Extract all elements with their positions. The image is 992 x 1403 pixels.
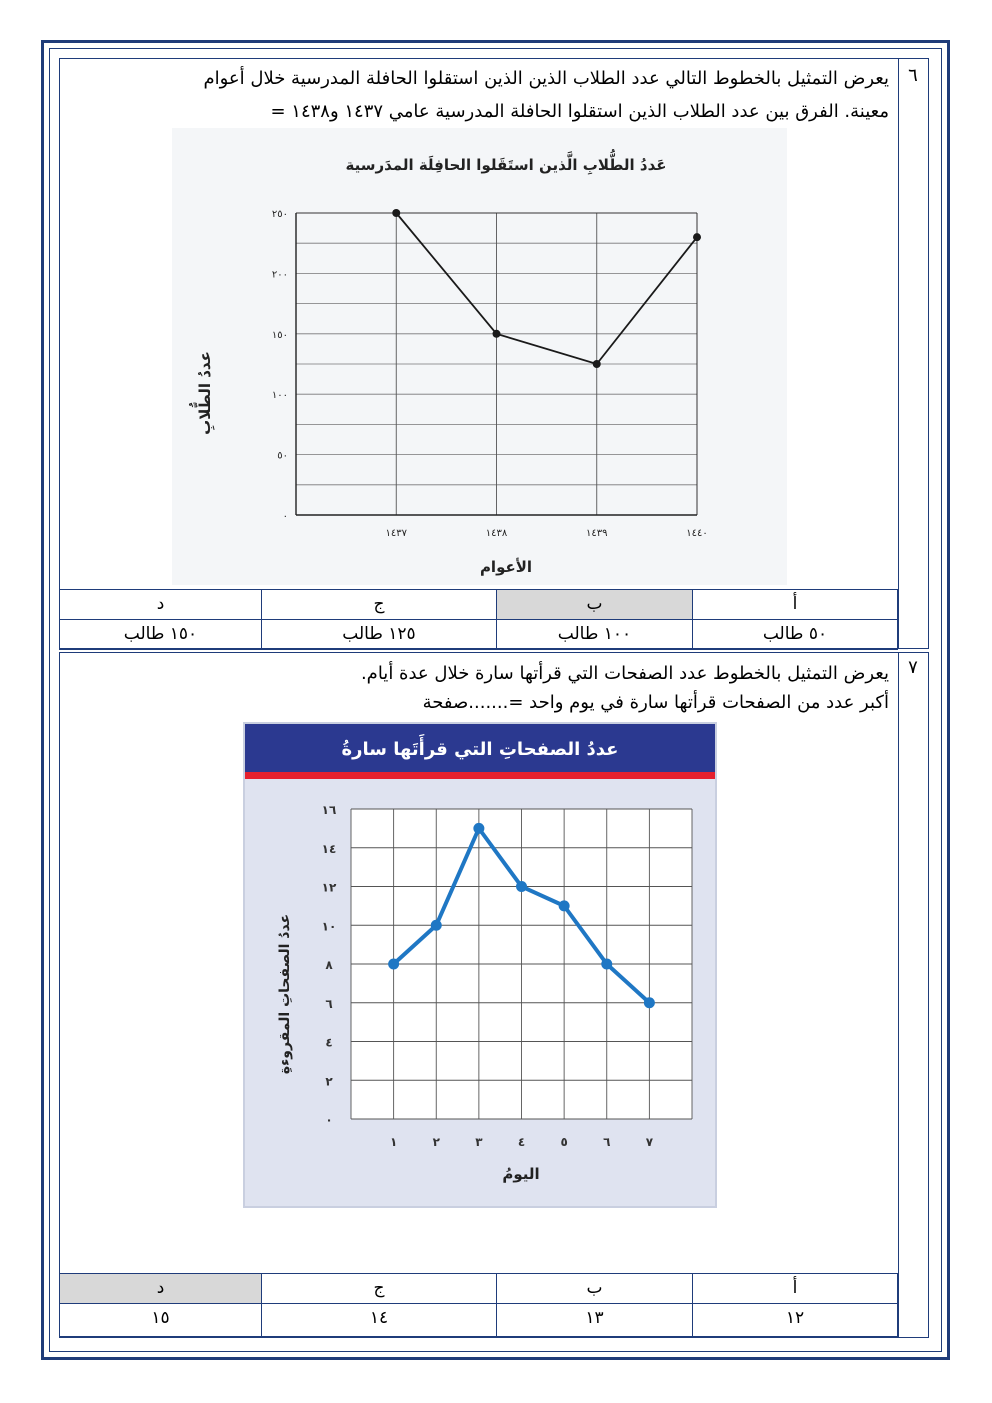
chart2-data-point <box>644 997 655 1008</box>
chart2-y-tick-label: ٠ <box>325 1113 333 1127</box>
q6-number-cell <box>898 58 929 649</box>
chart2-x-tick-label: ٧ <box>645 1135 654 1149</box>
chart2-x-tick-label: ٦ <box>603 1135 611 1149</box>
chart1-y-tick-label: ١٠٠ <box>271 390 288 402</box>
chart1-y-tick-label: ١٥٠ <box>271 329 288 341</box>
q6-number: ٦ <box>908 65 918 86</box>
q7-option-letter-c: ج <box>261 1273 497 1304</box>
chart1-series-line <box>396 213 697 364</box>
q7-option-c[interactable]: ١٤ <box>261 1303 497 1337</box>
chart1-series <box>392 209 701 368</box>
chart2-y-axis-label: عددُ الصفحاتِ المقروءةِ <box>277 913 293 1075</box>
chart2-data-point <box>559 900 570 911</box>
chart2-x-axis-label: اليومُ <box>502 1165 540 1183</box>
chart2-title-stripe <box>245 772 715 779</box>
chart2-x-tick-label: ٢ <box>432 1135 440 1149</box>
chart2-y-tick-label: ١٤ <box>321 841 337 856</box>
q6-text-line1: يعرض التمثيل بالخطوط التالي عدد الطلاب الذين الذين استقلوا الحافلة المدرسية خلال أعوام <box>203 68 889 89</box>
chart2-title: عددُ الصفحاتِ التي قرأَتَها سارةُ <box>341 739 619 760</box>
q7-option-letter-a: أ <box>692 1273 898 1304</box>
chart2-data-point <box>473 823 484 834</box>
q6-option-b[interactable]: ١٠٠ طالب <box>496 619 693 650</box>
chart1-y-axis-label: عددُ الطُّلابِ <box>196 351 214 435</box>
chart2-data-point <box>431 920 442 931</box>
chart1-x-tick-label: ١٤٣٨ <box>485 528 508 539</box>
chart1-data-point <box>693 233 701 241</box>
chart1-ticks <box>272 209 708 539</box>
chart1-x-tick-label: ١٤٣٩ <box>586 528 608 539</box>
chart1-y-tick-label: ٢٥٠ <box>271 209 288 220</box>
chart1-x-tick-label: ١٤٤٠ <box>686 528 708 539</box>
chart1-data-point <box>593 360 601 368</box>
q6-option-d[interactable]: ١٥٠ طالب <box>59 619 262 650</box>
chart1-y-tick-label: ٠ <box>282 511 288 522</box>
chart2-y-tick-label: ١٢ <box>321 880 337 895</box>
q6-option-letter-c: ج <box>261 589 497 620</box>
chart1-y-tick-label: ٢٠٠ <box>271 269 288 281</box>
chart2-y-tick-label: ١٦ <box>321 803 337 817</box>
chart1-x-axis-label: الأعوام <box>479 558 533 576</box>
q7-number: ٧ <box>908 657 918 678</box>
chart1-grid <box>296 213 697 515</box>
q6-option-letter-a: أ <box>692 589 898 620</box>
q7-number-cell <box>898 652 929 1338</box>
q7-option-d[interactable]: ١٥ <box>59 1303 262 1337</box>
chart2-y-tick-label: ٢ <box>325 1074 333 1089</box>
chart2-x-tick-label: ١ <box>389 1135 398 1149</box>
chart1-y-tick-label: ٥٠ <box>277 450 288 462</box>
chart2-y-tick-label: ٤ <box>325 1035 333 1050</box>
q7-option-a[interactable]: ١٢ <box>692 1303 898 1337</box>
q6-option-a[interactable]: ٥٠ طالب <box>692 619 898 650</box>
chart2-x-tick-label: ٥ <box>560 1135 568 1149</box>
chart2-y-tick-label: ٨ <box>325 958 333 972</box>
chart1-title: عَددُ الطُّلابِ الَّذين استَقَلوا الحافِلَة المدَرسية <box>345 156 667 174</box>
q7-option-b[interactable]: ١٣ <box>496 1303 693 1337</box>
q6-option-letter-b: ب <box>496 589 693 620</box>
chart1-students-bus <box>172 128 787 585</box>
chart1-data-point <box>392 209 400 217</box>
chart2-y-tick-label: ٦ <box>325 996 333 1011</box>
chart2-data-point <box>601 959 612 970</box>
q7-text-line1: يعرض التمثيل بالخطوط عدد الصفحات التي قرأتها سارة خلال عدة أيام. <box>360 663 889 684</box>
chart2-x-tick-label: ٣ <box>475 1135 483 1149</box>
q6-option-letter-d: د <box>59 589 262 620</box>
chart2-y-tick-label: ١٠ <box>321 919 337 934</box>
q7-option-letter-d: د <box>59 1273 262 1304</box>
q6-option-c[interactable]: ١٢٥ طالب <box>261 619 497 650</box>
chart2-data-point <box>388 959 399 970</box>
q7-text-line2: أكبر عدد من الصفحات قرأتها سارة في يوم واحد =.......صفحة <box>422 692 889 713</box>
chart2-pages-read <box>245 724 715 1206</box>
q7-option-letter-b: ب <box>496 1273 693 1304</box>
chart2-data-point <box>516 881 527 892</box>
q6-text-line2: معينة. الفرق بين عدد الطلاب الذين استقلوا الحافلة المدرسية عامي ١٤٣٧ و١٤٣٨ = <box>270 101 889 122</box>
chart1-x-tick-label: ١٤٣٧ <box>385 528 407 539</box>
chart1-data-point <box>493 330 501 338</box>
chart2-x-tick-label: ٤ <box>517 1135 526 1149</box>
